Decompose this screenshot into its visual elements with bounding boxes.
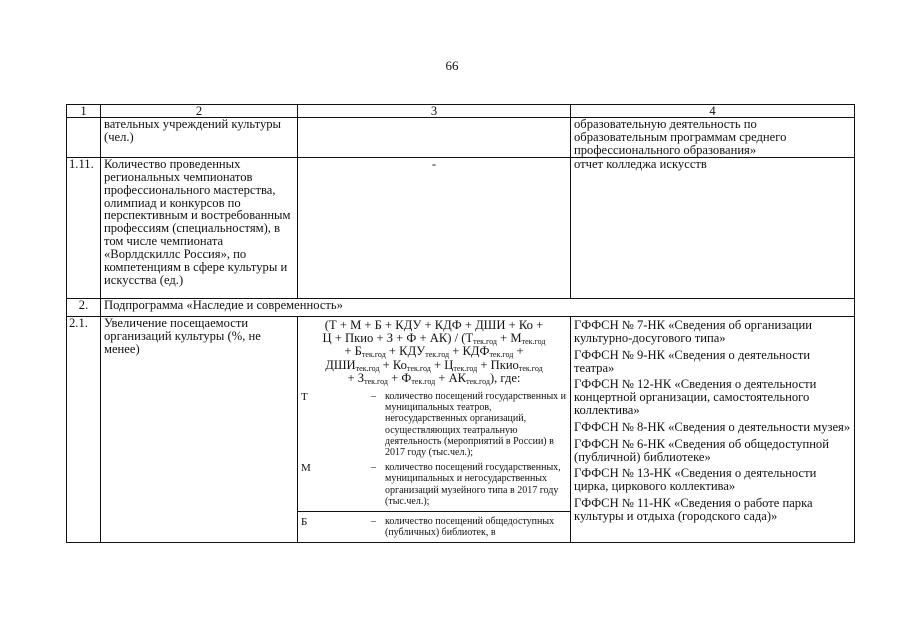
column-number-4: 4 [571, 105, 855, 118]
row-number-cell: 1.11. [67, 158, 101, 299]
definition-item: М – количество посещений государственных, муниципальных и негосударственных организаций музейного типа в 2017 году (тыс.чел.); [301, 462, 561, 507]
subprogram-title: Подпрограмма «Наследие и современность» [101, 299, 855, 317]
row-number-cell: 2.1. [67, 317, 101, 543]
indicator-name-cell: вательных учреждений культуры (чел.) [101, 118, 298, 158]
table-row-2-1 [67, 317, 855, 543]
source-item: ГФФСН № 12-НК «Сведения о деятельности концертной организации, самостоятельного коллектива» [574, 377, 817, 418]
indicators-table [66, 104, 855, 543]
column-number-3: 3 [298, 105, 571, 118]
indicator-name-cell: Увеличение посещаемости организаций культуры (%, не менее) [101, 317, 298, 543]
attendance-formula [301, 317, 567, 385]
formula-line: Ц + Пкио + $З + Ф + АК) / (Т_{тек.год} + М_{тек.год}$ [322, 331, 546, 347]
source-item: ГФФСН № 13-НК «Сведения о деятельности цирка, циркового коллектива» [574, 466, 817, 494]
table-row-continuation [67, 118, 855, 158]
formula-line: $ДШИ_{тек.год} + Ко_{тек.год} + Ц_{тек.год}$ + Пкио$_{тек.год}$ [325, 357, 543, 373]
row-number-cell [67, 118, 101, 158]
formula-line: + $Б_{тек.год} + КДУ_{тек.год} + КДФ_{тек.год}$ + [344, 344, 524, 360]
formula-line: + $З_{тек.год} + Ф_{тек.год} + АК_{тек.год}$), где: [347, 370, 521, 386]
formula-cell [298, 118, 571, 158]
source-cell [571, 317, 855, 543]
formula-definitions [301, 391, 567, 538]
formula-cell [298, 317, 571, 543]
column-number-1: 1 [67, 105, 101, 118]
page-number: 66 [445, 58, 459, 73]
source-cell: образовательную деятельность по образовательным программам среднего профессионального образования» [571, 118, 855, 158]
table-header-row [67, 105, 855, 118]
formula-cell: - [298, 158, 571, 299]
source-cell: отчет колледжа искусств [571, 158, 855, 299]
definition-item: Б – количество посещений общедоступных (публичных) библиотек, в [301, 515, 555, 539]
source-item: ГФФСН № 9-НК «Сведения о деятельности театра» [574, 347, 811, 375]
definition-item: Т – количество посещений государственных и муниципальных театров, негосударственных организаций, осуществляющих театральную деятельность (мероприятий в России) в 2017 году (тыс.чел.); [301, 391, 567, 459]
indicator-name-cell: Количество проведенных региональных чемпионатов профессионального мастерства, олимпиад и конкурсов по перспективным и востребованным профессиям (специальностям), в том числе чемпионата «Ворлдскиллс Россия», по компетенциям в сфере культуры и искусства (ед.) [101, 158, 298, 299]
table-row-2-subprogram [67, 299, 855, 317]
formula-line: (Т + М + Б + КДУ + КДФ + ДШИ + Ко + [324, 318, 544, 332]
source-item: ГФФСН № 6-НК «Сведения об общедоступной (публичной) библиотеке» [574, 436, 829, 464]
definition-separator [298, 511, 570, 538]
row-number-cell: 2. [67, 299, 101, 317]
source-item: ГФФСН № 7-НК «Сведения об организации культурно-досугового типа» [574, 318, 812, 345]
source-item: ГФФСН № 11-НК «Сведения о работе парка культуры и отдыха (городского сада)» [574, 496, 813, 523]
source-item: ГФФСН № 8-НК «Сведения о деятельности музея» [574, 419, 851, 434]
table-row-1-11 [67, 158, 855, 299]
column-number-2: 2 [101, 105, 298, 118]
